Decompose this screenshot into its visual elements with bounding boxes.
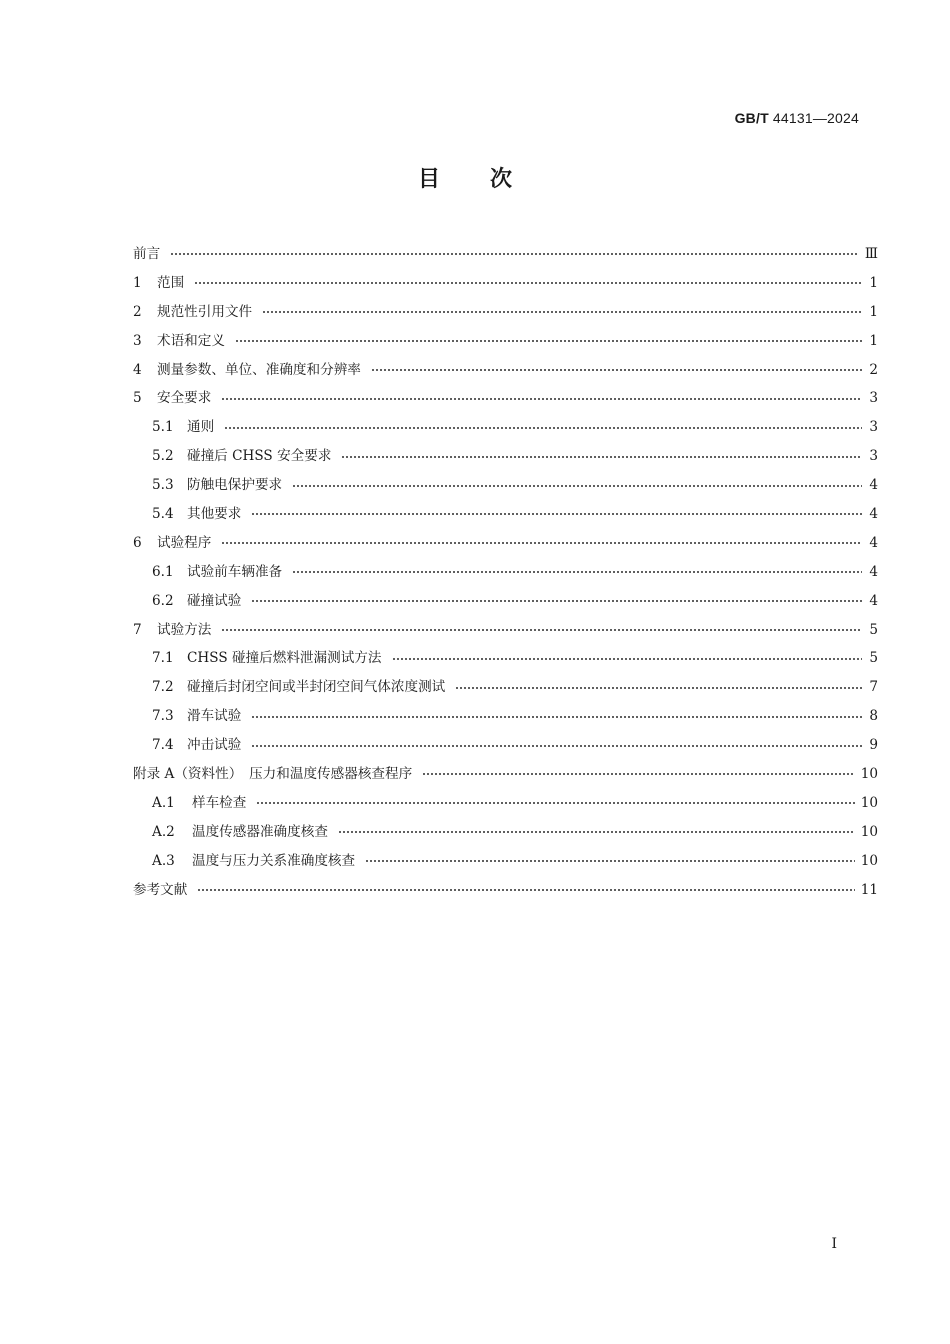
- toc-entry-5[interactable]: [133, 384, 878, 413]
- toc-entry-label: CHSS 碰撞后燃料泄漏测试方法: [187, 650, 382, 667]
- toc-entry-page: 1: [869, 303, 878, 320]
- toc-entry-page: 1: [869, 332, 878, 349]
- toc-entry-page: 2: [869, 361, 878, 378]
- dot-leader: [422, 767, 854, 781]
- dot-leader: [224, 421, 862, 435]
- toc-entry-number: A.3: [152, 852, 175, 869]
- toc-entry-page: 3: [869, 390, 878, 407]
- toc-entry-6[interactable]: [133, 529, 878, 558]
- toc-entry-page: 4: [869, 506, 878, 523]
- toc-entry-6-1[interactable]: [133, 558, 878, 587]
- toc-entry-a-1[interactable]: [133, 789, 878, 818]
- toc-entry-7-2[interactable]: [133, 673, 878, 702]
- toc-entry-7-4[interactable]: [133, 731, 878, 760]
- toc-entry-label: 术语和定义: [157, 332, 225, 349]
- toc-entry-3[interactable]: [133, 327, 878, 356]
- toc-entry-page: 5: [869, 650, 878, 667]
- dot-leader: [194, 276, 862, 290]
- toc-entry-label: 试验前车辆准备: [187, 563, 283, 580]
- toc-entry-number: 7.4: [152, 737, 174, 754]
- toc-entry-number: A.1: [152, 794, 175, 811]
- dot-leader: [455, 681, 862, 695]
- toc-entry-5-2[interactable]: [133, 442, 878, 471]
- dot-leader: [251, 739, 862, 753]
- toc-entry-number: A.2: [152, 823, 175, 840]
- toc-entry-appendix-a[interactable]: [133, 760, 878, 789]
- toc-entry-number: 5.3: [152, 477, 174, 494]
- toc-entry-number: 1: [133, 274, 142, 291]
- toc-entry-5-4[interactable]: [133, 500, 878, 529]
- dot-leader: [341, 450, 862, 464]
- toc-entry-page: 5: [869, 621, 878, 638]
- toc-entry-label: 样车检查: [192, 794, 247, 811]
- dot-leader: [170, 247, 859, 261]
- toc-entry-a-3[interactable]: [133, 847, 878, 876]
- toc-entry-5-1[interactable]: [133, 413, 878, 442]
- dot-leader: [392, 652, 863, 666]
- toc-entry-label: 参考文献: [133, 881, 188, 898]
- toc-entry-label: 测量参数、单位、准确度和分辨率: [157, 361, 361, 378]
- toc-entry-7-3[interactable]: [133, 702, 878, 731]
- toc-entry-7-1[interactable]: [133, 644, 878, 673]
- dot-leader: [338, 825, 855, 839]
- toc-entry-label: 碰撞后 CHSS 安全要求: [187, 448, 332, 465]
- toc-entry-number: 7: [133, 621, 142, 638]
- toc-entry-page: 7: [869, 679, 878, 696]
- standard-number: 44131—2024: [772, 110, 859, 126]
- toc-entry-number: 6.2: [152, 592, 174, 609]
- toc-entry-2[interactable]: [133, 298, 878, 327]
- toc-entry-label: 试验程序: [157, 534, 212, 551]
- toc-entry-label: 碰撞试验: [187, 592, 242, 609]
- dot-leader: [221, 536, 862, 550]
- dot-leader: [262, 305, 862, 319]
- toc-entry-label: 防触电保护要求: [187, 477, 283, 494]
- toc-entry-number: 5.4: [152, 506, 174, 523]
- dot-leader: [292, 565, 862, 579]
- toc-entry-page: 8: [869, 708, 878, 725]
- toc-entry-6-2[interactable]: [133, 587, 878, 616]
- toc-entry-label: 前言: [133, 246, 161, 262]
- toc-entry-1[interactable]: [133, 269, 878, 298]
- toc-entry-4[interactable]: [133, 356, 878, 385]
- toc-entry-label: 安全要求: [157, 390, 212, 407]
- toc-entry-number: 5: [133, 390, 142, 407]
- toc-entry-page: 10: [860, 852, 878, 869]
- page-number: Ⅰ: [831, 1236, 837, 1252]
- toc-entry-label: 附录 A（资料性） 压力和温度传感器核查程序: [133, 766, 413, 783]
- page-title: 目次: [417, 167, 562, 192]
- dot-leader: [251, 710, 862, 724]
- toc-entry-page: 3: [869, 448, 878, 465]
- dot-leader: [365, 854, 855, 868]
- toc-entry-7[interactable]: [133, 616, 878, 645]
- toc-entry-page: 4: [869, 534, 878, 551]
- toc-entry-page: 3: [869, 419, 878, 436]
- toc-entry-label: 冲击试验: [187, 737, 242, 754]
- toc-entry-number: 5.2: [152, 448, 174, 465]
- dot-leader: [256, 796, 854, 810]
- toc-entry-number: 5.1: [152, 419, 174, 436]
- toc-entry-label: 温度传感器准确度核查: [192, 823, 328, 840]
- toc-entry-references[interactable]: [133, 876, 878, 905]
- toc-entry-page: 10: [860, 766, 878, 783]
- toc-entry-number: 6: [133, 534, 142, 551]
- dot-leader: [371, 363, 862, 377]
- toc-entry-label: 范围: [157, 274, 185, 291]
- toc-entry-label: 碰撞后封闭空间或半封闭空间气体浓度测试: [187, 679, 446, 696]
- toc-entry-number: 7.1: [152, 650, 174, 667]
- toc-entry-a-2[interactable]: [133, 818, 878, 847]
- dot-leader: [251, 507, 862, 521]
- standard-code: [735, 110, 859, 126]
- toc-entry-page: 4: [869, 592, 878, 609]
- toc-entry-page: 9: [869, 737, 878, 754]
- toc-entry-number: 6.1: [152, 563, 174, 580]
- toc-entry-number: 7.2: [152, 679, 174, 696]
- toc-entry-page: Ⅲ: [864, 246, 878, 262]
- toc-entry-label: 温度与压力关系准确度核查: [192, 852, 356, 869]
- toc-entry-number: 3: [133, 332, 142, 349]
- toc-entry-5-3[interactable]: [133, 471, 878, 500]
- toc-entry-number: 2: [133, 303, 142, 320]
- dot-leader: [251, 594, 862, 608]
- table-of-contents: [133, 240, 878, 904]
- toc-entry-label: 规范性引用文件: [157, 303, 253, 320]
- toc-entry-page: 4: [869, 477, 878, 494]
- standard-prefix: GB/T: [734, 110, 769, 126]
- toc-entry-label: 试验方法: [157, 621, 212, 638]
- dot-leader: [197, 883, 854, 897]
- toc-entry-label: 通则: [187, 419, 215, 436]
- toc-entry-page: 4: [869, 563, 878, 580]
- dot-leader: [292, 479, 862, 493]
- dot-leader: [235, 334, 862, 348]
- toc-entry-number: 7.3: [152, 708, 174, 725]
- dot-leader: [221, 623, 862, 637]
- toc-entry-page: 1: [869, 274, 878, 291]
- toc-entry-label: 滑车试验: [187, 708, 242, 725]
- toc-entry-page: 10: [860, 794, 878, 811]
- dot-leader: [221, 392, 862, 406]
- toc-entry-preface[interactable]: [133, 240, 878, 269]
- toc-entry-page: 10: [860, 823, 878, 840]
- toc-entry-page: 11: [860, 881, 878, 898]
- toc-entry-number: 4: [133, 361, 142, 378]
- toc-entry-label: 其他要求: [187, 506, 242, 523]
